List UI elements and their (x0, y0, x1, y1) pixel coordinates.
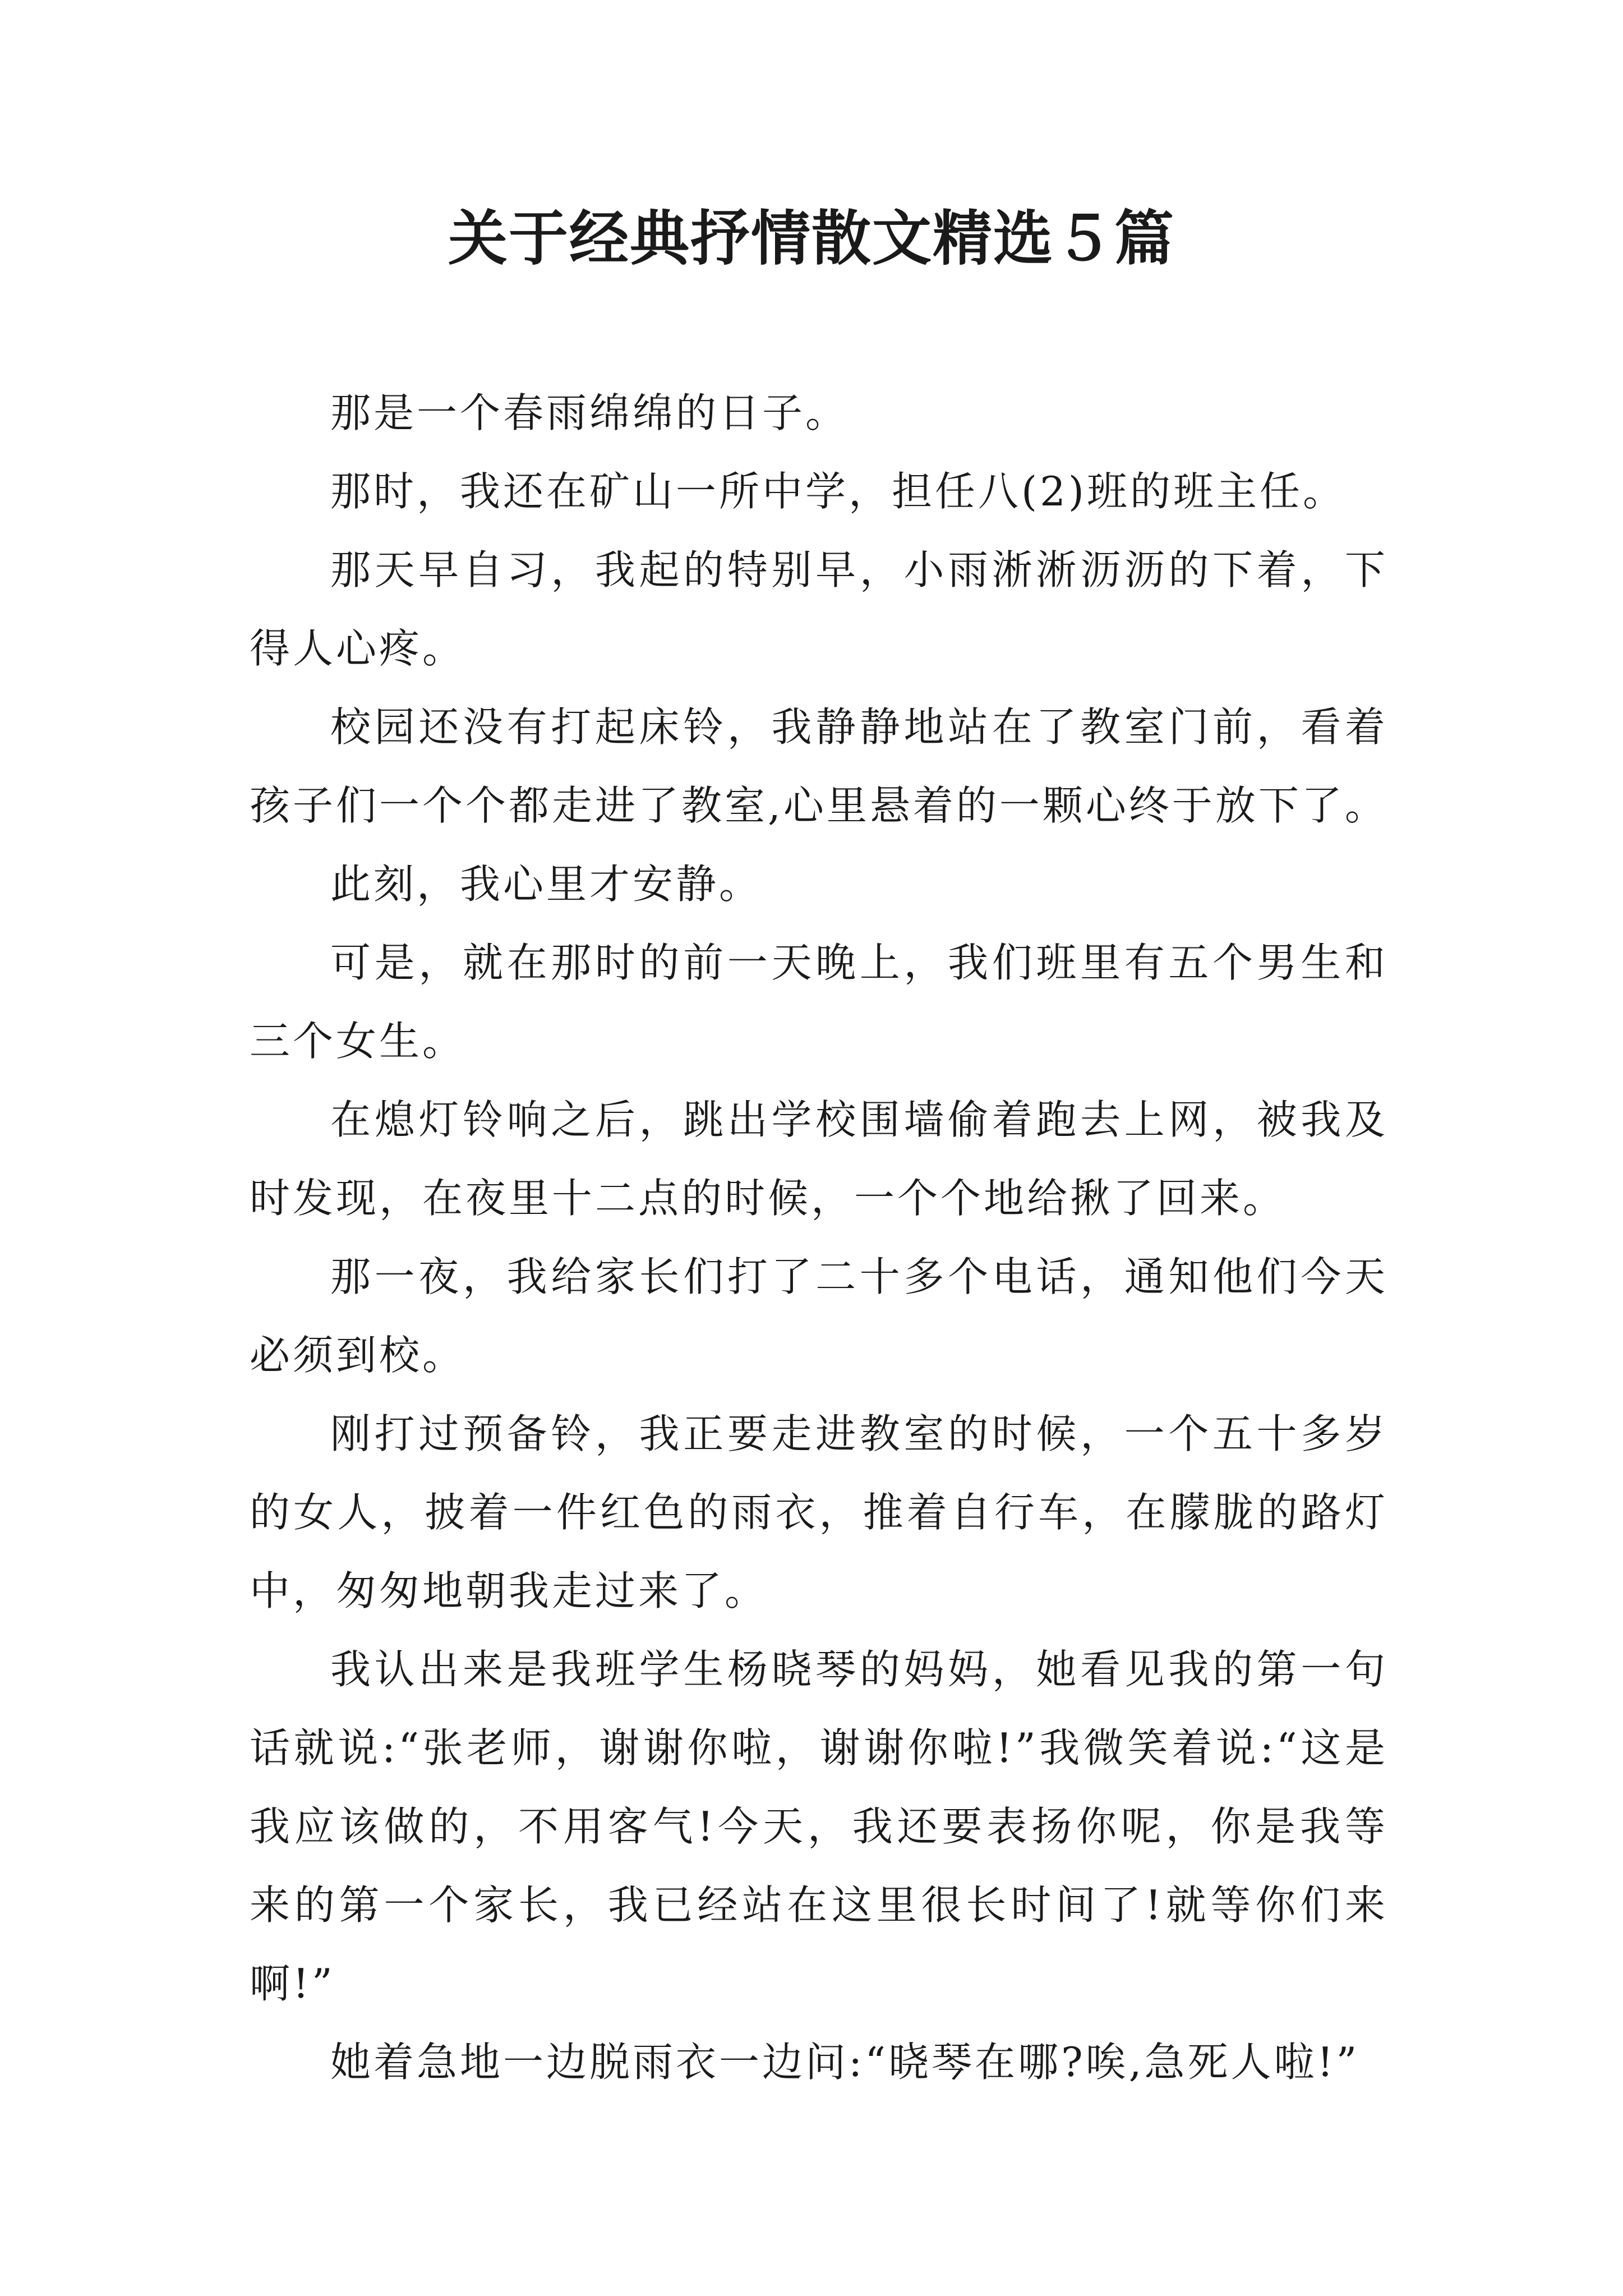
document-body (250, 374, 1388, 2101)
paragraph: 那一夜，我给家长们打了二十多个电话，通知他们今天必须到校。 (250, 1253, 1388, 1379)
paragraph: 此刻，我心里才安静。 (330, 861, 763, 908)
paragraph: 可是，就在那时的前一天晚上，我们班里有五个男生和三个女生。 (250, 939, 1388, 1065)
document-title: 关于经典抒情散文精选５篇 (448, 203, 1175, 273)
paragraph: 刚打过预备铃，我正要走进教室的时候，一个五十多岁的女人，披着一件红色的雨衣，推着自行车，在朦胧的路灯中，匆匆地朝我走过来了。 (250, 1410, 1388, 1614)
paragraph: 那时，我还在矿山一所中学，担任八(2)班的班主任。 (330, 468, 1346, 515)
paragraph: 校园还没有打起床铃，我静静地站在了教室门前，看着孩子们一个个都走进了教室,心里悬着的一颗心终于放下了。 (250, 703, 1388, 829)
paragraph: 我认出来是我班学生杨晓琴的妈妈，她看见我的第一句话就说:“张老师，谢谢你啦，谢谢你啦!”我微笑着说:“这是我应该做的，不用客气!今天，我还要表扬你呢，你是我等来的第一个家长，我已经站在这里很长时间了!就等你们来啊!” (250, 1646, 1388, 2007)
paragraph: 那是一个春雨绵绵的日子。 (330, 389, 849, 436)
paragraph: 那天早自习，我起的特别早，小雨淅淅沥沥的下着，下得人心疼。 (250, 546, 1388, 672)
paragraph: 她着急地一边脱雨衣一边问:“晓琴在哪?唉,急死人啦!” (330, 2039, 1360, 2086)
paragraph: 在熄灯铃响之后，跳出学校围墙偷着跑去上网，被我及时发现，在夜里十二点的时候，一个个地给揪了回来。 (250, 1096, 1388, 1222)
